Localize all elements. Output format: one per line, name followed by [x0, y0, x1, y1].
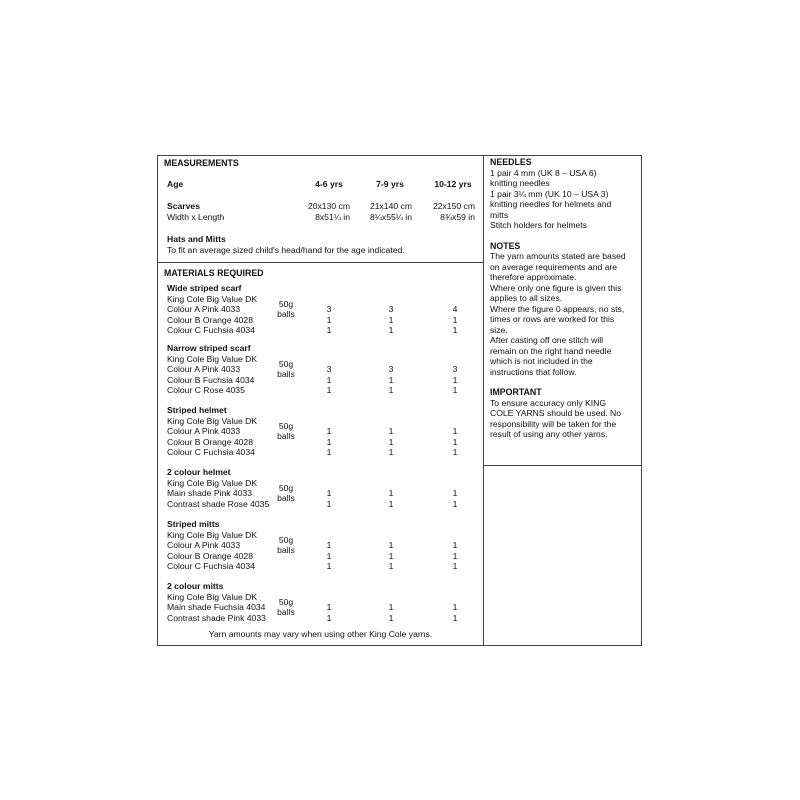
material-group-title: Narrow striped scarf [167, 343, 251, 353]
unit-label: 50g [278, 358, 294, 369]
needles-line: Stitch holders for helmets [490, 220, 587, 230]
size-measurement-cm: 21x140 cm [369, 201, 412, 211]
material-quantity: 3 [326, 364, 332, 374]
material-quantity: 1 [326, 540, 332, 550]
needles-line: knitting needles [490, 178, 550, 188]
hats-mitts-label: Hats and Mitts [167, 234, 226, 244]
material-yarn-name: King Cole Big Value DK [167, 353, 258, 364]
important-line: To ensure accuracy only KING [490, 397, 607, 408]
material-quantity: 1 [452, 436, 458, 447]
material-quantity: 1 [452, 325, 458, 335]
important-line: responsibility will be taken for the [490, 418, 617, 429]
needles-line: 1 pair 4 mm (UK 8 – USA 6) [490, 167, 597, 178]
notes-line: remain on the right hand needle [490, 345, 612, 356]
notes-line: After casting off one stitch will [490, 335, 604, 345]
materials-footnote: Yarn amounts may vary when using other King Cole yarns. [208, 629, 433, 639]
needles-line: 1 pair 3¼ mm (UK 10 – USA 3) [490, 188, 609, 199]
material-row-label: Colour A Pink 4033 [167, 364, 241, 374]
material-row-label: Colour C Fuchsia 4034 [167, 325, 255, 335]
material-group-title: 2 colour helmet [167, 467, 231, 477]
material-quantity: 1 [452, 447, 458, 457]
material-yarn-name: King Cole Big Value DK [167, 529, 258, 540]
material-quantity: 1 [326, 561, 332, 571]
material-quantity: 1 [326, 385, 332, 395]
notes-line: applies to all sizes. [490, 293, 563, 303]
size-header: 10-12 yrs [434, 179, 472, 189]
notes-line: Where the figure 0 appears, no sts, [490, 303, 625, 314]
material-quantity: 1 [388, 561, 394, 571]
material-quantity: 1 [452, 385, 458, 395]
material-quantity: 1 [388, 550, 394, 561]
notes-list [490, 251, 638, 377]
material-row-label: Main shade Pink 4033 [167, 488, 253, 498]
needles-list [490, 168, 638, 231]
material-yarn-name: King Cole Big Value DK [167, 415, 258, 426]
material-yarn-name: King Cole Big Value DK [167, 477, 258, 488]
material-quantity: 1 [326, 447, 332, 457]
notes-heading: NOTES [490, 240, 521, 251]
material-quantity: 1 [388, 612, 394, 623]
notes-line: which is not included in the [490, 356, 593, 366]
material-quantity: 3 [452, 364, 458, 374]
material-quantity: 1 [452, 550, 458, 561]
material-row-label: Colour B Orange 4028 [167, 314, 253, 325]
important-heading: IMPORTANT [490, 387, 542, 397]
scarves-label: Scarves [167, 201, 200, 211]
unit-label: balls [277, 369, 295, 380]
unit-label: balls [277, 493, 295, 504]
material-quantity: 1 [388, 314, 394, 325]
notes-line: therefore approximate. [490, 272, 577, 282]
size-header: 7-9 yrs [376, 179, 404, 189]
measurements-heading: MEASUREMENTS [164, 158, 239, 168]
width-length-label: Width x Length [167, 212, 225, 222]
material-row-label: Colour A Pink 4033 [167, 540, 241, 550]
material-row-label: Colour A Pink 4033 [167, 426, 241, 436]
material-row-label: Main shade Fuchsia 4034 [167, 602, 266, 612]
important-list [490, 398, 638, 440]
material-quantity: 4 [452, 304, 458, 314]
notes-line: The yarn amounts stated are based [490, 251, 626, 261]
material-group-title: 2 colour mitts [167, 581, 224, 591]
unit-label: 50g [278, 596, 294, 607]
size-header: 4-6 yrs [315, 179, 343, 189]
material-quantity: 1 [452, 488, 458, 498]
material-quantity: 1 [326, 426, 332, 436]
material-quantity: 1 [452, 540, 458, 550]
unit-label: 50g [278, 482, 294, 493]
material-quantity: 1 [326, 436, 332, 447]
material-quantity: 1 [452, 612, 458, 623]
material-row-label: Contrast shade Pink 4033 [167, 612, 266, 623]
column-divider [483, 155, 484, 646]
material-row-label: Colour B Fuchsia 4034 [167, 374, 255, 385]
material-row-label: Colour B Orange 4028 [167, 550, 253, 561]
material-row-label: Colour A Pink 4033 [167, 304, 241, 314]
material-row-label: Colour C Rose 4035 [167, 385, 245, 395]
material-quantity: 1 [388, 436, 394, 447]
size-measurement-cm: 20x130 cm [307, 201, 350, 211]
material-quantity: 1 [452, 374, 458, 385]
material-yarn-name: King Cole Big Value DK [167, 293, 258, 304]
right-column [490, 157, 638, 440]
notes-line: instructions that follow. [490, 366, 577, 377]
material-row-label: Contrast shade Rose 4035 [167, 498, 270, 509]
material-quantity: 1 [388, 498, 394, 509]
material-yarn-name: King Cole Big Value DK [167, 591, 258, 602]
unit-label: 50g [278, 420, 294, 431]
material-quantity: 1 [388, 385, 394, 395]
material-quantity: 1 [388, 325, 394, 335]
size-measurement-in: 8¾x59 in [440, 212, 475, 222]
materials-heading: MATERIALS REQUIRED [164, 268, 264, 278]
size-measurement-in: 8x51¼ in [315, 212, 350, 222]
material-group-title: Striped mitts [167, 519, 220, 529]
unit-label: 50g [278, 534, 294, 545]
material-quantity: 1 [326, 374, 332, 385]
hats-mitts-text: To fit an average sized child's head/hand for the age indicated. [167, 245, 405, 255]
material-quantity: 1 [452, 498, 458, 509]
unit-label: balls [277, 309, 295, 320]
notes-line: Where only one figure is given this [490, 282, 622, 293]
notes-line: on average requirements and are [490, 261, 618, 272]
material-quantity: 1 [326, 612, 332, 623]
needles-heading: NEEDLES [490, 157, 532, 167]
material-row-label: Colour C Fuchsia 4034 [167, 561, 255, 571]
important-line: result of using any other yarns. [490, 429, 608, 439]
material-row-label: Colour B Orange 4028 [167, 436, 253, 447]
material-quantity: 1 [388, 447, 394, 457]
material-quantity: 1 [326, 325, 332, 335]
material-quantity: 1 [388, 426, 394, 436]
material-quantity: 1 [388, 488, 394, 498]
material-quantity: 1 [452, 602, 458, 612]
notes-line: times or rows are worked for this [490, 314, 615, 324]
material-group-title: Striped helmet [167, 405, 227, 415]
material-quantity: 1 [326, 488, 332, 498]
material-quantity: 1 [388, 374, 394, 385]
material-quantity: 3 [388, 304, 394, 314]
unit-label: balls [277, 607, 295, 618]
measurements-divider [157, 262, 484, 263]
needles-line: mitts [490, 209, 509, 220]
material-quantity: 1 [326, 602, 332, 612]
right-column-bottom-divider [483, 465, 642, 466]
needles-line: knitting needles for helmets and [490, 199, 612, 209]
material-quantity: 3 [326, 304, 332, 314]
material-quantity: 1 [326, 314, 332, 325]
material-quantity: 1 [326, 498, 332, 509]
material-quantity: 1 [326, 550, 332, 561]
age-label: Age [167, 179, 184, 189]
material-quantity: 1 [388, 602, 394, 612]
material-group-title: Wide striped scarf [167, 283, 242, 293]
important-line: COLE YARNS should be used. No [490, 408, 622, 418]
material-quantity: 1 [452, 314, 458, 325]
material-quantity: 3 [388, 364, 394, 374]
material-quantity: 1 [452, 561, 458, 571]
unit-label: balls [277, 431, 295, 442]
material-quantity: 1 [388, 540, 394, 550]
unit-label: 50g [278, 298, 294, 309]
size-measurement-in: 8¼x55¼ in [369, 212, 412, 222]
material-row-label: Colour C Fuchsia 4034 [167, 447, 255, 457]
unit-label: balls [277, 545, 295, 556]
material-quantity: 1 [452, 426, 458, 436]
size-measurement-cm: 22x150 cm [432, 201, 475, 211]
notes-line: size. [490, 324, 508, 335]
